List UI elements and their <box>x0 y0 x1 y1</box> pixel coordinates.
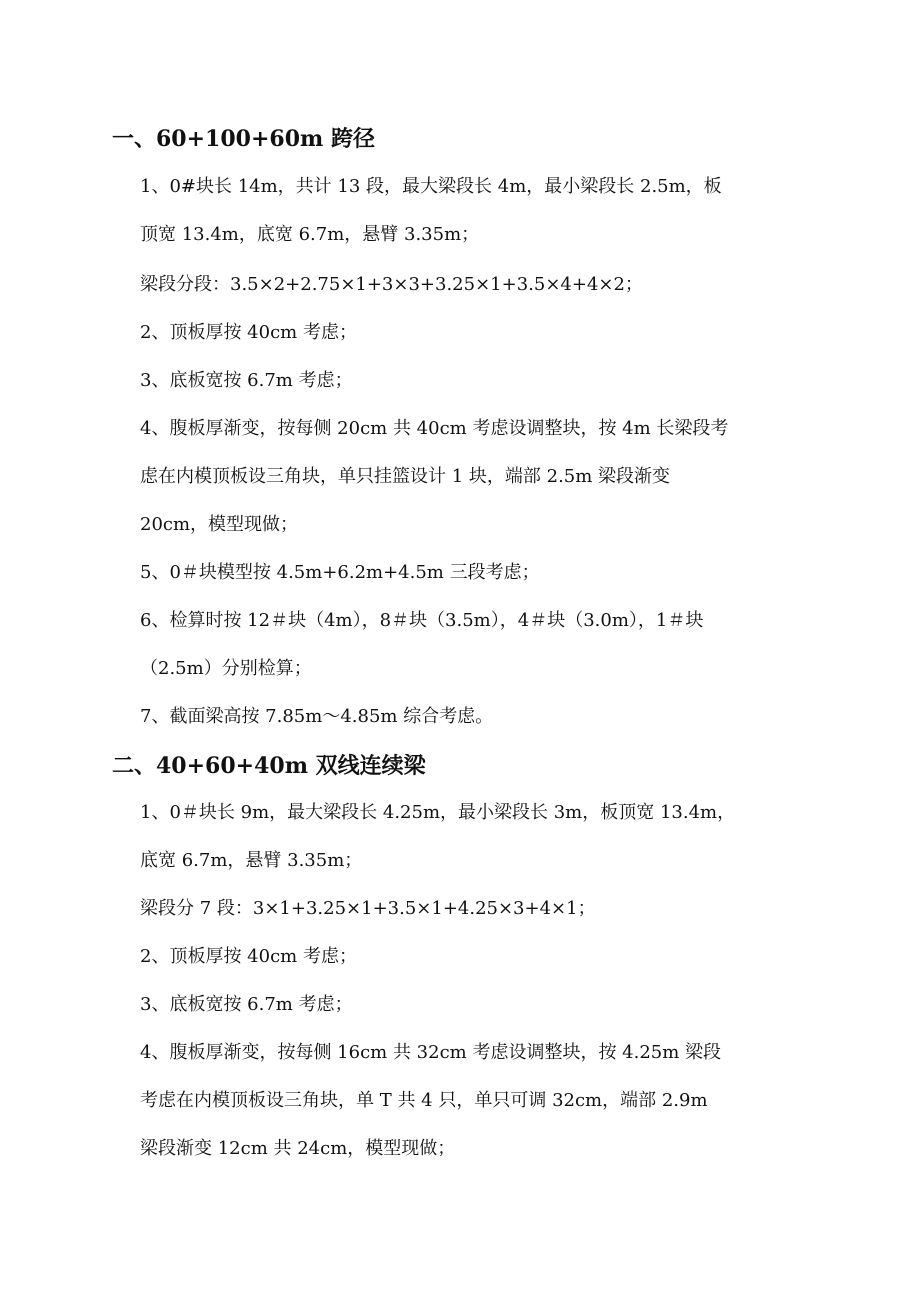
paragraph-line: 3、底板宽按 6.7m 考虑； <box>140 994 353 1015</box>
paragraph-line: 梁段分段：3.5×2+2.75×1+3×3+3.25×1+3.5×4+4×2； <box>140 274 643 295</box>
paragraph-line: 20cm，模型现做； <box>140 514 299 535</box>
section-heading-1: 一、60+100+60m 跨径 <box>112 126 375 152</box>
paragraph-line: 7、截面梁高按 7.85m～4.85m 综合考虑。 <box>140 706 494 727</box>
paragraph-line: 5、0＃块模型按 4.5m+6.2m+4.5m 三段考虑； <box>140 562 540 583</box>
paragraph-line: 1、0＃块长 9m，最大梁段长 4.25m，最小梁段长 3m，板顶宽 13.4m， <box>140 802 736 823</box>
paragraph-line: 梁段分 7 段：3×1+3.25×1+3.5×1+4.25×3+4×1； <box>140 898 596 919</box>
paragraph-line: 4、腹板厚渐变，按每侧 16cm 共 32cm 考虑设调整块，按 4.25m 梁段 <box>140 1042 722 1063</box>
paragraph-line: 虑在内模顶板设三角块，单只挂篮设计 1 块，端部 2.5m 梁段渐变 <box>140 466 671 487</box>
paragraph-line: （2.5m）分别检算； <box>140 658 312 679</box>
paragraph-line: 底宽 6.7m，悬臂 3.35m； <box>140 850 363 871</box>
paragraph-line: 3、底板宽按 6.7m 考虑； <box>140 370 353 391</box>
paragraph-line: 考虑在内模顶板设三角块，单 T 共 4 只，单只可调 32cm，端部 2.9m <box>140 1090 708 1111</box>
paragraph-line: 顶宽 13.4m，底宽 6.7m，悬臂 3.35m； <box>140 224 480 245</box>
section-heading-2: 二、40+60+40m 双线连续梁 <box>112 753 426 779</box>
paragraph-line: 2、顶板厚按 40cm 考虑； <box>140 322 357 343</box>
paragraph-line: 1、0#块长 14m，共计 13 段，最大梁段长 4m，最小梁段长 2.5m，板 <box>140 176 722 197</box>
paragraph-line: 6、检算时按 12＃块（4m），8＃块（3.5m），4＃块（3.0m），1＃块 <box>140 610 704 631</box>
paragraph-line: 2、顶板厚按 40cm 考虑； <box>140 946 357 967</box>
paragraph-line: 梁段渐变 12cm 共 24cm，模型现做； <box>140 1138 456 1159</box>
paragraph-line: 4、腹板厚渐变，按每侧 20cm 共 40cm 考虑设调整块，按 4m 长梁段考 <box>140 418 729 439</box>
